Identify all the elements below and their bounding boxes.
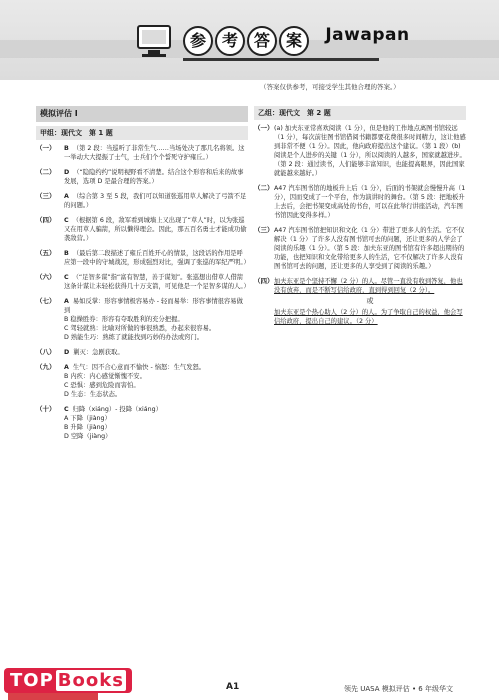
- series-title: 领先 UASA 模拟评估 • 6 年级华文: [344, 685, 453, 693]
- answer-note: （答案仅供参考，可接受学生其他合理的答案。）: [260, 83, 400, 91]
- answer-letter: D: [64, 169, 70, 176]
- item-number: （二）: [36, 168, 56, 176]
- answer-explanation: A47 汽车图书馆的地板升上后（1 分），后面的书架就会慢慢升高（1 分），因而变成了一个平台，作为演讲时的舞台。（第 5 段：把地板升上去后，会把书架变成高处的书台，可以在此举行讲座活动，汽车图书馆因此变得多样。）: [274, 185, 466, 219]
- answer-explanation: 归降（xiáng）- 投降（xiáng）: [72, 406, 162, 413]
- option-line: B 内疚：内心感觉惭愧不安。: [64, 373, 146, 380]
- answer-letter: A: [64, 298, 69, 305]
- answer-explanation: (a) 加夫东亚常喜欢阅读（1 分），但是他的工作地点离图书馆较远（1 分），每次前往图书馆借阅书籍都要花费很多时间精力，这让他感到非常不便（1 分）。因此，他向政府提出这个建议。（第 1 段）(b) 阅读是个人进步的关键（1 分），所以阅读的人越多，国家就越进步。（第 2 段：通过读书，人们能够丰富知识，也能提高眼界，因此国家就能越来越好。）: [274, 125, 466, 177]
- answer-letter: A: [64, 193, 69, 200]
- answer-explanation: （“隐隐约约”说明视野看不清楚。结合这个形容和后来的故事发展，选项 D 是最合理的答案。）: [64, 169, 244, 185]
- answer-item: [36, 363, 248, 399]
- option-line: D 熟能生巧：熟练了就能找到巧妙的办法或窍门。: [64, 334, 204, 341]
- answer-item: [36, 249, 248, 267]
- answer-item: [36, 405, 248, 441]
- option-line: D 生态：生态状态。: [64, 391, 122, 398]
- option-line: B 升降（jiàng）: [64, 424, 111, 431]
- computer-icon: [134, 20, 174, 60]
- answer-explanation: 易如反掌：形容事情极容易办 - 轻而易举：形容事情很容易做到: [64, 298, 243, 314]
- item-number: （三）: [254, 226, 274, 234]
- answer-explanation: （根据第 6 段，敌军看到城墙上又出现了“草人”时，以为张巡又在用草人骗箭，所以懒得理会。因此，那五百名勇士才能成功偷袭敌营。）: [64, 217, 247, 242]
- brand-text: Books: [57, 670, 124, 691]
- item-number: （五）: [36, 249, 56, 257]
- answer-item: [36, 297, 248, 342]
- answer-explanation: 加夫东亚是个坚持不懈（2 分）的人。尽管一直没有收到答复，他也没有放弃，而是不断写信给政府，直到得到回复（2 分）。: [274, 278, 463, 294]
- item-number: （八）: [36, 348, 56, 356]
- title-char: 案: [279, 26, 309, 56]
- brand-logo: [4, 668, 132, 693]
- option-line: C 驾轻就熟：比喻对所做的事很熟悉，办起来很容易。: [64, 325, 216, 332]
- answer-item: [36, 273, 248, 291]
- item-number: （三）: [36, 192, 56, 200]
- title-underline: [183, 58, 379, 61]
- answer-item: [36, 216, 248, 243]
- item-number: （一）: [36, 144, 56, 152]
- item-number: （十）: [36, 405, 56, 413]
- section-heading: 模拟评估 I: [36, 106, 248, 122]
- or-divider: 或: [366, 297, 374, 305]
- page-header: [0, 0, 499, 80]
- answer-item: [254, 124, 466, 178]
- brand-text: TOP: [10, 670, 54, 691]
- answer-letter: C: [64, 274, 69, 281]
- page-title: [183, 24, 410, 56]
- item-number: （九）: [36, 363, 56, 371]
- option-line: C 恐惧：感到危险而害怕。: [64, 382, 140, 389]
- title-char: 参: [183, 26, 213, 56]
- item-number: （二）: [254, 184, 274, 192]
- answer-letter: D: [64, 349, 70, 356]
- page-number: A1: [226, 682, 240, 692]
- answer-item: [36, 192, 248, 210]
- subsection-heading: 甲组：现代文 第 1 题: [36, 126, 248, 140]
- option-line: A 下降（jiàng）: [64, 415, 111, 422]
- title-char: 答: [247, 26, 277, 56]
- answer-explanation: （综合第 3 至 5 段，我们可以知道张巡用草人解决了弓箭不足的问题。）: [64, 193, 247, 209]
- page-footer: [0, 670, 499, 700]
- answer-explanation: A47 汽车图书馆把知识和文化（1 分）带进了更多人的生活。它不仅解决（1 分）了许多人没有图书馆可去的问题，还让更多的人学会了阅读的乐趣（1 分）。（第 5 段：加夫东亚的图书馆有许多超出期待的功能，也把知识和文化带给更多人的生活，它不仅解决了许多人没有图书馆可去的问题，还让更多的人享受到了阅读的乐趣。）: [274, 227, 465, 270]
- answer-explanation: （“足智多谋”指“富有智慧，善于谋划”。张巡想出借草人借箭这条计谋让未轻松获得几十万支箭，可见他是一个足智多谋的人。）: [64, 274, 250, 290]
- answer-letter: B: [64, 145, 69, 152]
- title-english: Jawapan: [325, 25, 410, 45]
- answer-item: [254, 226, 466, 271]
- answer-item: [36, 144, 248, 162]
- item-number: （四）: [36, 216, 56, 224]
- item-number: （六）: [36, 273, 56, 281]
- answer-letter: C: [64, 217, 69, 224]
- item-number: （一）: [254, 124, 274, 132]
- option-line: B 稳操胜券：形容有夺取胜利的充分把握。: [64, 316, 184, 323]
- right-column: [254, 106, 466, 332]
- title-chinese: [183, 24, 319, 52]
- left-column: [36, 106, 248, 447]
- answer-letter: A: [64, 364, 69, 371]
- subsection-heading: 乙组：现代文 第 2 题: [254, 106, 466, 120]
- answer-explanation: （最后第二段描述了雍丘百姓开心的情景，这段话的作用是呼应第一段中的守城战况，形成强烈对比，强调了张巡的军纪严明。）: [64, 250, 250, 266]
- option-line: D 空降（jiàng）: [64, 433, 112, 440]
- answer-item: [36, 168, 248, 186]
- answer-item: [254, 184, 466, 220]
- answer-item: [36, 348, 248, 357]
- item-number: （四）: [254, 277, 274, 285]
- title-char: 考: [215, 26, 245, 56]
- answer-alternative: 加夫东亚是个热心助人（2 分）的人。为了争取自己的权益，他会写信给政府，提出自己的建议。（2 分）: [274, 309, 463, 325]
- item-number: （七）: [36, 297, 56, 305]
- answer-explanation: 剿灭：急剧获取。: [73, 349, 124, 356]
- answer-letter: C: [64, 406, 69, 413]
- answer-explanation: （第 2 段：当巡听了非常生气……当场处决了那几名将领。这一举动大大提振了士气，士兵们个个誓死守护雍丘。）: [64, 145, 245, 161]
- answer-item: [254, 277, 466, 326]
- answer-letter: B: [64, 250, 69, 257]
- answer-explanation: 生气：因不合心意而不愉快 - 恼怒：生气发怒。: [72, 364, 206, 371]
